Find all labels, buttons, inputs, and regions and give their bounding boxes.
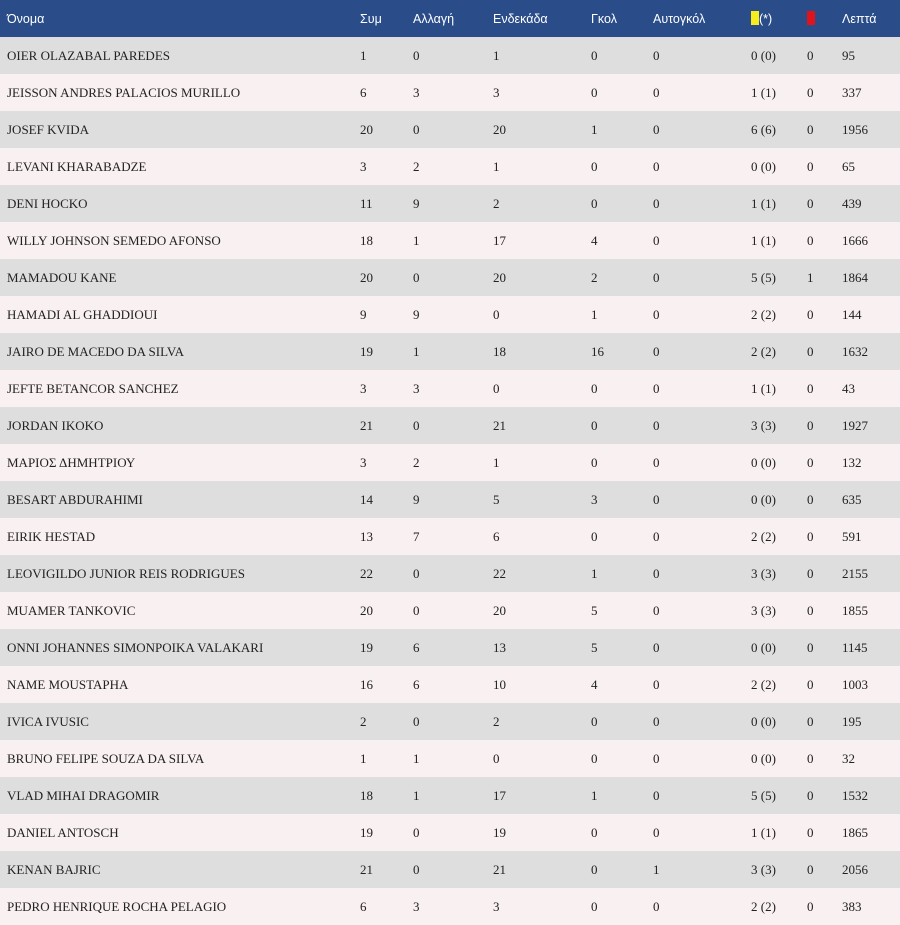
total-apps-cell: 14 (360, 491, 373, 507)
player-name-cell[interactable]: LEOVIGILDO JUNIOR REIS RODRIGUES (7, 565, 245, 581)
red-cards-cell: 0 (807, 602, 814, 618)
starting-apps-cell: 1 (493, 158, 500, 174)
table-row (0, 851, 900, 888)
player-name-cell[interactable]: DENI HOCKO (7, 195, 88, 211)
yellow-cards-cell: 5 (5) (751, 269, 776, 285)
yellow-cards-cell: 3 (3) (751, 861, 776, 877)
red-cards-cell: 0 (807, 713, 814, 729)
table-row (0, 777, 900, 814)
player-name-cell[interactable]: IVICA IVUSIC (7, 713, 89, 729)
goals-cell: 1 (591, 121, 598, 137)
table-row (0, 629, 900, 666)
total-apps-cell: 18 (360, 787, 373, 803)
yellow-cards-cell: 1 (1) (751, 195, 776, 211)
sub-apps-cell: 1 (413, 750, 420, 766)
red-cards-cell: 0 (807, 898, 814, 914)
red-cards-cell: 0 (807, 639, 814, 655)
minutes-cell: 635 (842, 491, 862, 507)
goals-cell: 0 (591, 454, 598, 470)
yellow-cards-cell: 2 (2) (751, 306, 776, 322)
yellow-cards-cell: 0 (0) (751, 491, 776, 507)
sub-apps-cell: 6 (413, 639, 420, 655)
goals-cell: 0 (591, 380, 598, 396)
minutes-cell: 1855 (842, 602, 868, 618)
sub-apps-cell: 0 (413, 417, 420, 433)
red-cards-cell: 0 (807, 306, 814, 322)
red-cards-cell: 0 (807, 861, 814, 877)
sub-apps-cell: 0 (413, 47, 420, 63)
starting-apps-cell: 0 (493, 750, 500, 766)
table-row (0, 407, 900, 444)
player-name-cell[interactable]: LEVANI KHARABADZE (7, 158, 147, 174)
starting-apps-cell: 2 (493, 195, 500, 211)
yellow-cards-cell: 2 (2) (751, 676, 776, 692)
minutes-cell: 1145 (842, 639, 868, 655)
goals-cell: 0 (591, 47, 598, 63)
table-row (0, 888, 900, 925)
own-goals-cell: 0 (653, 306, 660, 322)
minutes-cell: 1003 (842, 676, 868, 692)
col-header-minutes[interactable]: Λεπτά (842, 11, 877, 26)
own-goals-cell: 0 (653, 417, 660, 433)
yellow-cards-cell: 3 (3) (751, 417, 776, 433)
starting-apps-cell: 3 (493, 898, 500, 914)
table-row (0, 592, 900, 629)
table-row (0, 481, 900, 518)
goals-cell: 0 (591, 195, 598, 211)
own-goals-cell: 0 (653, 380, 660, 396)
own-goals-cell: 0 (653, 269, 660, 285)
table-row (0, 259, 900, 296)
starting-apps-cell: 0 (493, 380, 500, 396)
red-cards-cell: 0 (807, 232, 814, 248)
goals-cell: 2 (591, 269, 598, 285)
sub-apps-cell: 0 (413, 861, 420, 877)
red-cards-cell: 0 (807, 454, 814, 470)
col-header-starting[interactable]: Ενδεκάδα (493, 11, 548, 26)
goals-cell: 1 (591, 306, 598, 322)
col-header-name[interactable]: Όνομα (7, 11, 45, 26)
total-apps-cell: 19 (360, 824, 373, 840)
player-name-cell[interactable]: NAME MOUSTAPHA (7, 676, 129, 692)
own-goals-cell: 0 (653, 232, 660, 248)
own-goals-cell: 0 (653, 639, 660, 655)
goals-cell: 0 (591, 528, 598, 544)
yellow-cards-cell: 2 (2) (751, 343, 776, 359)
sub-apps-cell: 0 (413, 713, 420, 729)
player-name-cell[interactable]: DANIEL ANTOSCH (7, 824, 119, 840)
total-apps-cell: 9 (360, 306, 367, 322)
minutes-cell: 65 (842, 158, 855, 174)
table-row (0, 185, 900, 222)
player-name-cell[interactable]: JEISSON ANDRES PALACIOS MURILLO (7, 84, 241, 100)
goals-cell: 0 (591, 158, 598, 174)
yellow-cards-cell: 0 (0) (751, 713, 776, 729)
own-goals-cell: 0 (653, 121, 660, 137)
yellow-cards-cell: 1 (1) (751, 84, 776, 100)
table-row (0, 370, 900, 407)
goals-cell: 0 (591, 824, 598, 840)
own-goals-cell: 0 (653, 713, 660, 729)
table-row (0, 111, 900, 148)
sub-apps-cell: 0 (413, 824, 420, 840)
table-row (0, 37, 900, 74)
starting-apps-cell: 13 (493, 639, 506, 655)
yellow-cards-cell: 0 (0) (751, 454, 776, 470)
red-cards-cell: 0 (807, 491, 814, 507)
starting-apps-cell: 6 (493, 528, 500, 544)
minutes-cell: 439 (842, 195, 862, 211)
total-apps-cell: 20 (360, 602, 373, 618)
sub-apps-cell: 9 (413, 491, 420, 507)
red-cards-cell: 0 (807, 158, 814, 174)
starting-apps-cell: 22 (493, 565, 506, 581)
minutes-cell: 337 (842, 84, 862, 100)
minutes-cell: 1927 (842, 417, 868, 433)
sub-apps-cell: 0 (413, 269, 420, 285)
table-row (0, 333, 900, 370)
sub-apps-cell: 2 (413, 158, 420, 174)
minutes-cell: 383 (842, 898, 862, 914)
red-cards-cell: 0 (807, 787, 814, 803)
total-apps-cell: 22 (360, 565, 373, 581)
total-apps-cell: 3 (360, 158, 367, 174)
goals-cell: 0 (591, 861, 598, 877)
player-name-cell[interactable]: VLAD MIHAI DRAGOMIR (7, 787, 160, 803)
total-apps-cell: 3 (360, 380, 367, 396)
yellow-cards-cell: 0 (0) (751, 158, 776, 174)
goals-cell: 0 (591, 713, 598, 729)
starting-apps-cell: 0 (493, 306, 500, 322)
col-header-own-goals[interactable]: Αυτογκόλ (653, 11, 706, 26)
sub-apps-cell: 0 (413, 565, 420, 581)
goals-cell: 0 (591, 750, 598, 766)
yellow-cards-cell: 0 (0) (751, 639, 776, 655)
sub-apps-cell: 3 (413, 84, 420, 100)
red-cards-cell: 0 (807, 824, 814, 840)
total-apps-cell: 19 (360, 639, 373, 655)
sub-apps-cell: 6 (413, 676, 420, 692)
starting-apps-cell: 2 (493, 713, 500, 729)
table-row (0, 703, 900, 740)
red-card-icon (807, 11, 815, 25)
yellow-cards-cell: 1 (1) (751, 824, 776, 840)
player-name-cell[interactable]: BESART ABDURAHIMI (7, 491, 143, 507)
own-goals-cell: 0 (653, 750, 660, 766)
col-header-total[interactable]: Συμ (360, 11, 382, 26)
table-row (0, 296, 900, 333)
red-cards-cell: 0 (807, 121, 814, 137)
red-cards-cell: 0 (807, 84, 814, 100)
total-apps-cell: 1 (360, 47, 367, 63)
minutes-cell: 95 (842, 47, 855, 63)
table-row (0, 444, 900, 481)
goals-cell: 3 (591, 491, 598, 507)
yellow-cards-cell: 0 (0) (751, 750, 776, 766)
goals-cell: 0 (591, 898, 598, 914)
goals-cell: 4 (591, 232, 598, 248)
starting-apps-cell: 20 (493, 269, 506, 285)
total-apps-cell: 21 (360, 417, 373, 433)
total-apps-cell: 2 (360, 713, 367, 729)
player-name-cell[interactable]: ONNI JOHANNES SIMONPOIKA VALAKARI (7, 639, 264, 655)
table-row (0, 148, 900, 185)
goals-cell: 5 (591, 639, 598, 655)
minutes-cell: 1864 (842, 269, 868, 285)
own-goals-cell: 1 (653, 861, 660, 877)
col-header-goals[interactable]: Γκολ (591, 11, 617, 26)
total-apps-cell: 18 (360, 232, 373, 248)
table-row (0, 222, 900, 259)
player-name-cell[interactable]: ΜΑΡΙΟΣ ΔΗΜΗΤΡΙΟΥ (7, 454, 136, 470)
starting-apps-cell: 20 (493, 121, 506, 137)
red-cards-cell: 0 (807, 750, 814, 766)
sub-apps-cell: 1 (413, 232, 420, 248)
yellow-cards-cell: 2 (2) (751, 528, 776, 544)
minutes-cell: 32 (842, 750, 855, 766)
own-goals-cell: 0 (653, 787, 660, 803)
total-apps-cell: 1 (360, 750, 367, 766)
player-name-cell[interactable]: OIER OLAZABAL PAREDES (7, 47, 170, 63)
player-name-cell[interactable]: MAMADOU KANE (7, 269, 117, 285)
yellow-cards-cell: 2 (2) (751, 898, 776, 914)
yellow-header-suffix: (*) (759, 12, 773, 26)
player-name-cell[interactable]: JAIRO DE MACEDO DA SILVA (7, 343, 184, 359)
yellow-cards-cell: 3 (3) (751, 602, 776, 618)
own-goals-cell: 0 (653, 491, 660, 507)
goals-cell: 0 (591, 84, 598, 100)
red-cards-cell: 0 (807, 676, 814, 692)
total-apps-cell: 11 (360, 195, 373, 211)
minutes-cell: 43 (842, 380, 855, 396)
starting-apps-cell: 1 (493, 454, 500, 470)
minutes-cell: 591 (842, 528, 862, 544)
starting-apps-cell: 19 (493, 824, 506, 840)
total-apps-cell: 3 (360, 454, 367, 470)
starting-apps-cell: 10 (493, 676, 506, 692)
sub-apps-cell: 9 (413, 195, 420, 211)
yellow-cards-cell: 5 (5) (751, 787, 776, 803)
player-name-cell[interactable]: JEFTE BETANCOR SANCHEZ (7, 380, 179, 396)
total-apps-cell: 20 (360, 121, 373, 137)
player-name-cell[interactable]: EIRIK HESTAD (7, 528, 96, 544)
total-apps-cell: 16 (360, 676, 373, 692)
sub-apps-cell: 0 (413, 602, 420, 618)
sub-apps-cell: 7 (413, 528, 420, 544)
yellow-cards-cell: 1 (1) (751, 232, 776, 248)
minutes-cell: 1632 (842, 343, 868, 359)
own-goals-cell: 0 (653, 454, 660, 470)
sub-apps-cell: 1 (413, 343, 420, 359)
table-row (0, 555, 900, 592)
own-goals-cell: 0 (653, 602, 660, 618)
total-apps-cell: 6 (360, 84, 367, 100)
total-apps-cell: 13 (360, 528, 373, 544)
minutes-cell: 1865 (842, 824, 868, 840)
own-goals-cell: 0 (653, 84, 660, 100)
player-name-cell[interactable]: WILLY JOHNSON SEMEDO AFONSO (7, 232, 221, 248)
yellow-card-icon (751, 11, 759, 25)
own-goals-cell: 0 (653, 47, 660, 63)
starting-apps-cell: 3 (493, 84, 500, 100)
minutes-cell: 1532 (842, 787, 868, 803)
starting-apps-cell: 20 (493, 602, 506, 618)
own-goals-cell: 0 (653, 195, 660, 211)
yellow-cards-cell: 6 (6) (751, 121, 776, 137)
player-name-cell[interactable]: JORDAN IKOKO (7, 417, 104, 433)
player-name-cell[interactable]: MUAMER TANKOVIC (7, 602, 136, 618)
own-goals-cell: 0 (653, 528, 660, 544)
red-cards-cell: 0 (807, 417, 814, 433)
red-cards-cell: 0 (807, 528, 814, 544)
red-cards-cell: 0 (807, 380, 814, 396)
table-row (0, 814, 900, 851)
sub-apps-cell: 3 (413, 898, 420, 914)
table-row (0, 518, 900, 555)
player-name-cell[interactable]: HAMADI AL GHADDIOUI (7, 306, 158, 322)
sub-apps-cell: 3 (413, 380, 420, 396)
sub-apps-cell: 2 (413, 454, 420, 470)
minutes-cell: 2056 (842, 861, 868, 877)
minutes-cell: 132 (842, 454, 862, 470)
minutes-cell: 1956 (842, 121, 868, 137)
own-goals-cell: 0 (653, 343, 660, 359)
table-body (0, 37, 900, 925)
col-header-sub[interactable]: Αλλαγή (413, 11, 455, 26)
red-cards-cell: 0 (807, 47, 814, 63)
red-cards-cell: 0 (807, 343, 814, 359)
table-header-row (0, 0, 900, 37)
own-goals-cell: 0 (653, 676, 660, 692)
own-goals-cell: 0 (653, 565, 660, 581)
starting-apps-cell: 17 (493, 787, 506, 803)
player-name-cell[interactable]: JOSEF KVIDA (7, 121, 89, 137)
goals-cell: 16 (591, 343, 604, 359)
player-name-cell[interactable]: KENAN BAJRIC (7, 861, 101, 877)
player-name-cell[interactable]: PEDRO HENRIQUE ROCHA PELAGIO (7, 898, 227, 914)
yellow-cards-cell: 3 (3) (751, 565, 776, 581)
goals-cell: 0 (591, 417, 598, 433)
own-goals-cell: 0 (653, 158, 660, 174)
table-row (0, 666, 900, 703)
col-header-yellow-cards[interactable] (751, 0, 807, 37)
starting-apps-cell: 5 (493, 491, 500, 507)
sub-apps-cell: 1 (413, 787, 420, 803)
yellow-cards-cell: 0 (0) (751, 47, 776, 63)
goals-cell: 1 (591, 565, 598, 581)
own-goals-cell: 0 (653, 898, 660, 914)
red-cards-cell: 1 (807, 269, 814, 285)
yellow-cards-cell: 1 (1) (751, 380, 776, 396)
col-header-red-cards[interactable] (807, 0, 842, 37)
total-apps-cell: 21 (360, 861, 373, 877)
starting-apps-cell: 21 (493, 861, 506, 877)
total-apps-cell: 20 (360, 269, 373, 285)
goals-cell: 4 (591, 676, 598, 692)
minutes-cell: 144 (842, 306, 862, 322)
goals-cell: 1 (591, 787, 598, 803)
minutes-cell: 195 (842, 713, 862, 729)
starting-apps-cell: 17 (493, 232, 506, 248)
goals-cell: 5 (591, 602, 598, 618)
starting-apps-cell: 18 (493, 343, 506, 359)
sub-apps-cell: 0 (413, 121, 420, 137)
table-row (0, 740, 900, 777)
starting-apps-cell: 1 (493, 47, 500, 63)
total-apps-cell: 19 (360, 343, 373, 359)
minutes-cell: 2155 (842, 565, 868, 581)
own-goals-cell: 0 (653, 824, 660, 840)
minutes-cell: 1666 (842, 232, 868, 248)
total-apps-cell: 6 (360, 898, 367, 914)
red-cards-cell: 0 (807, 195, 814, 211)
starting-apps-cell: 21 (493, 417, 506, 433)
table-row (0, 74, 900, 111)
red-cards-cell: 0 (807, 565, 814, 581)
player-name-cell[interactable]: BRUNO FELIPE SOUZA DA SILVA (7, 750, 205, 766)
sub-apps-cell: 9 (413, 306, 420, 322)
